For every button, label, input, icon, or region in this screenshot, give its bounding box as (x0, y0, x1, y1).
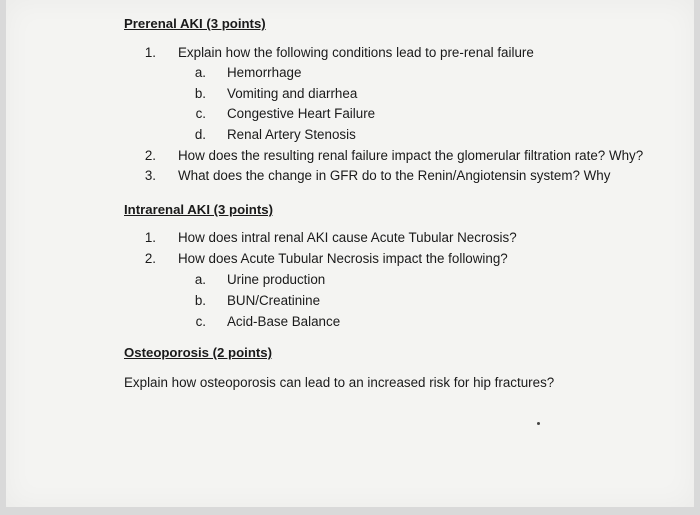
sub-item-letter: d. (194, 127, 206, 142)
sub-item-letter: c. (195, 314, 206, 329)
item-number: 2. (144, 148, 156, 163)
sub-item-text: Vomiting and diarrhea (227, 86, 358, 101)
section-heading-intrarenal: Intrarenal AKI (3 points) (124, 202, 273, 217)
stray-mark (537, 422, 540, 425)
item-text: What does the change in GFR do to the Renin/Angiotensin system? Why (178, 168, 611, 183)
item-number: 2. (144, 251, 156, 266)
sub-item-letter: a. (194, 65, 206, 80)
section-heading-osteoporosis: Osteoporosis (2 points) (124, 345, 273, 360)
document-page (6, 0, 694, 507)
item-text: How does the resulting renal failure impact the glomerular filtration rate? Why? (178, 148, 644, 163)
sub-item-letter: b. (194, 293, 206, 308)
sub-item-text: Acid-Base Balance (227, 314, 341, 329)
item-text: How does Acute Tubular Necrosis impact the following? (178, 251, 508, 266)
item-number: 1. (144, 45, 156, 60)
item-number: 1. (144, 230, 156, 245)
sub-item-text: Renal Artery Stenosis (227, 127, 356, 142)
sub-item-letter: c. (195, 106, 206, 121)
sub-item-text: BUN/Creatinine (227, 293, 321, 308)
sub-item-letter: b. (194, 86, 206, 101)
sub-item-text: Hemorrhage (227, 65, 302, 80)
sub-item-text: Congestive Heart Failure (227, 106, 376, 121)
paragraph: Explain how osteoporosis can lead to an increased risk for hip fractures? (124, 375, 555, 390)
section-heading-prerenal: Prerenal AKI (3 points) (124, 16, 266, 31)
item-text: How does intral renal AKI cause Acute Tubular Necrosis? (178, 230, 517, 245)
item-number: 3. (144, 168, 156, 183)
item-text: Explain how the following conditions lead to pre-renal failure (178, 45, 534, 60)
sub-item-text: Urine production (227, 272, 326, 287)
sub-item-letter: a. (194, 272, 206, 287)
